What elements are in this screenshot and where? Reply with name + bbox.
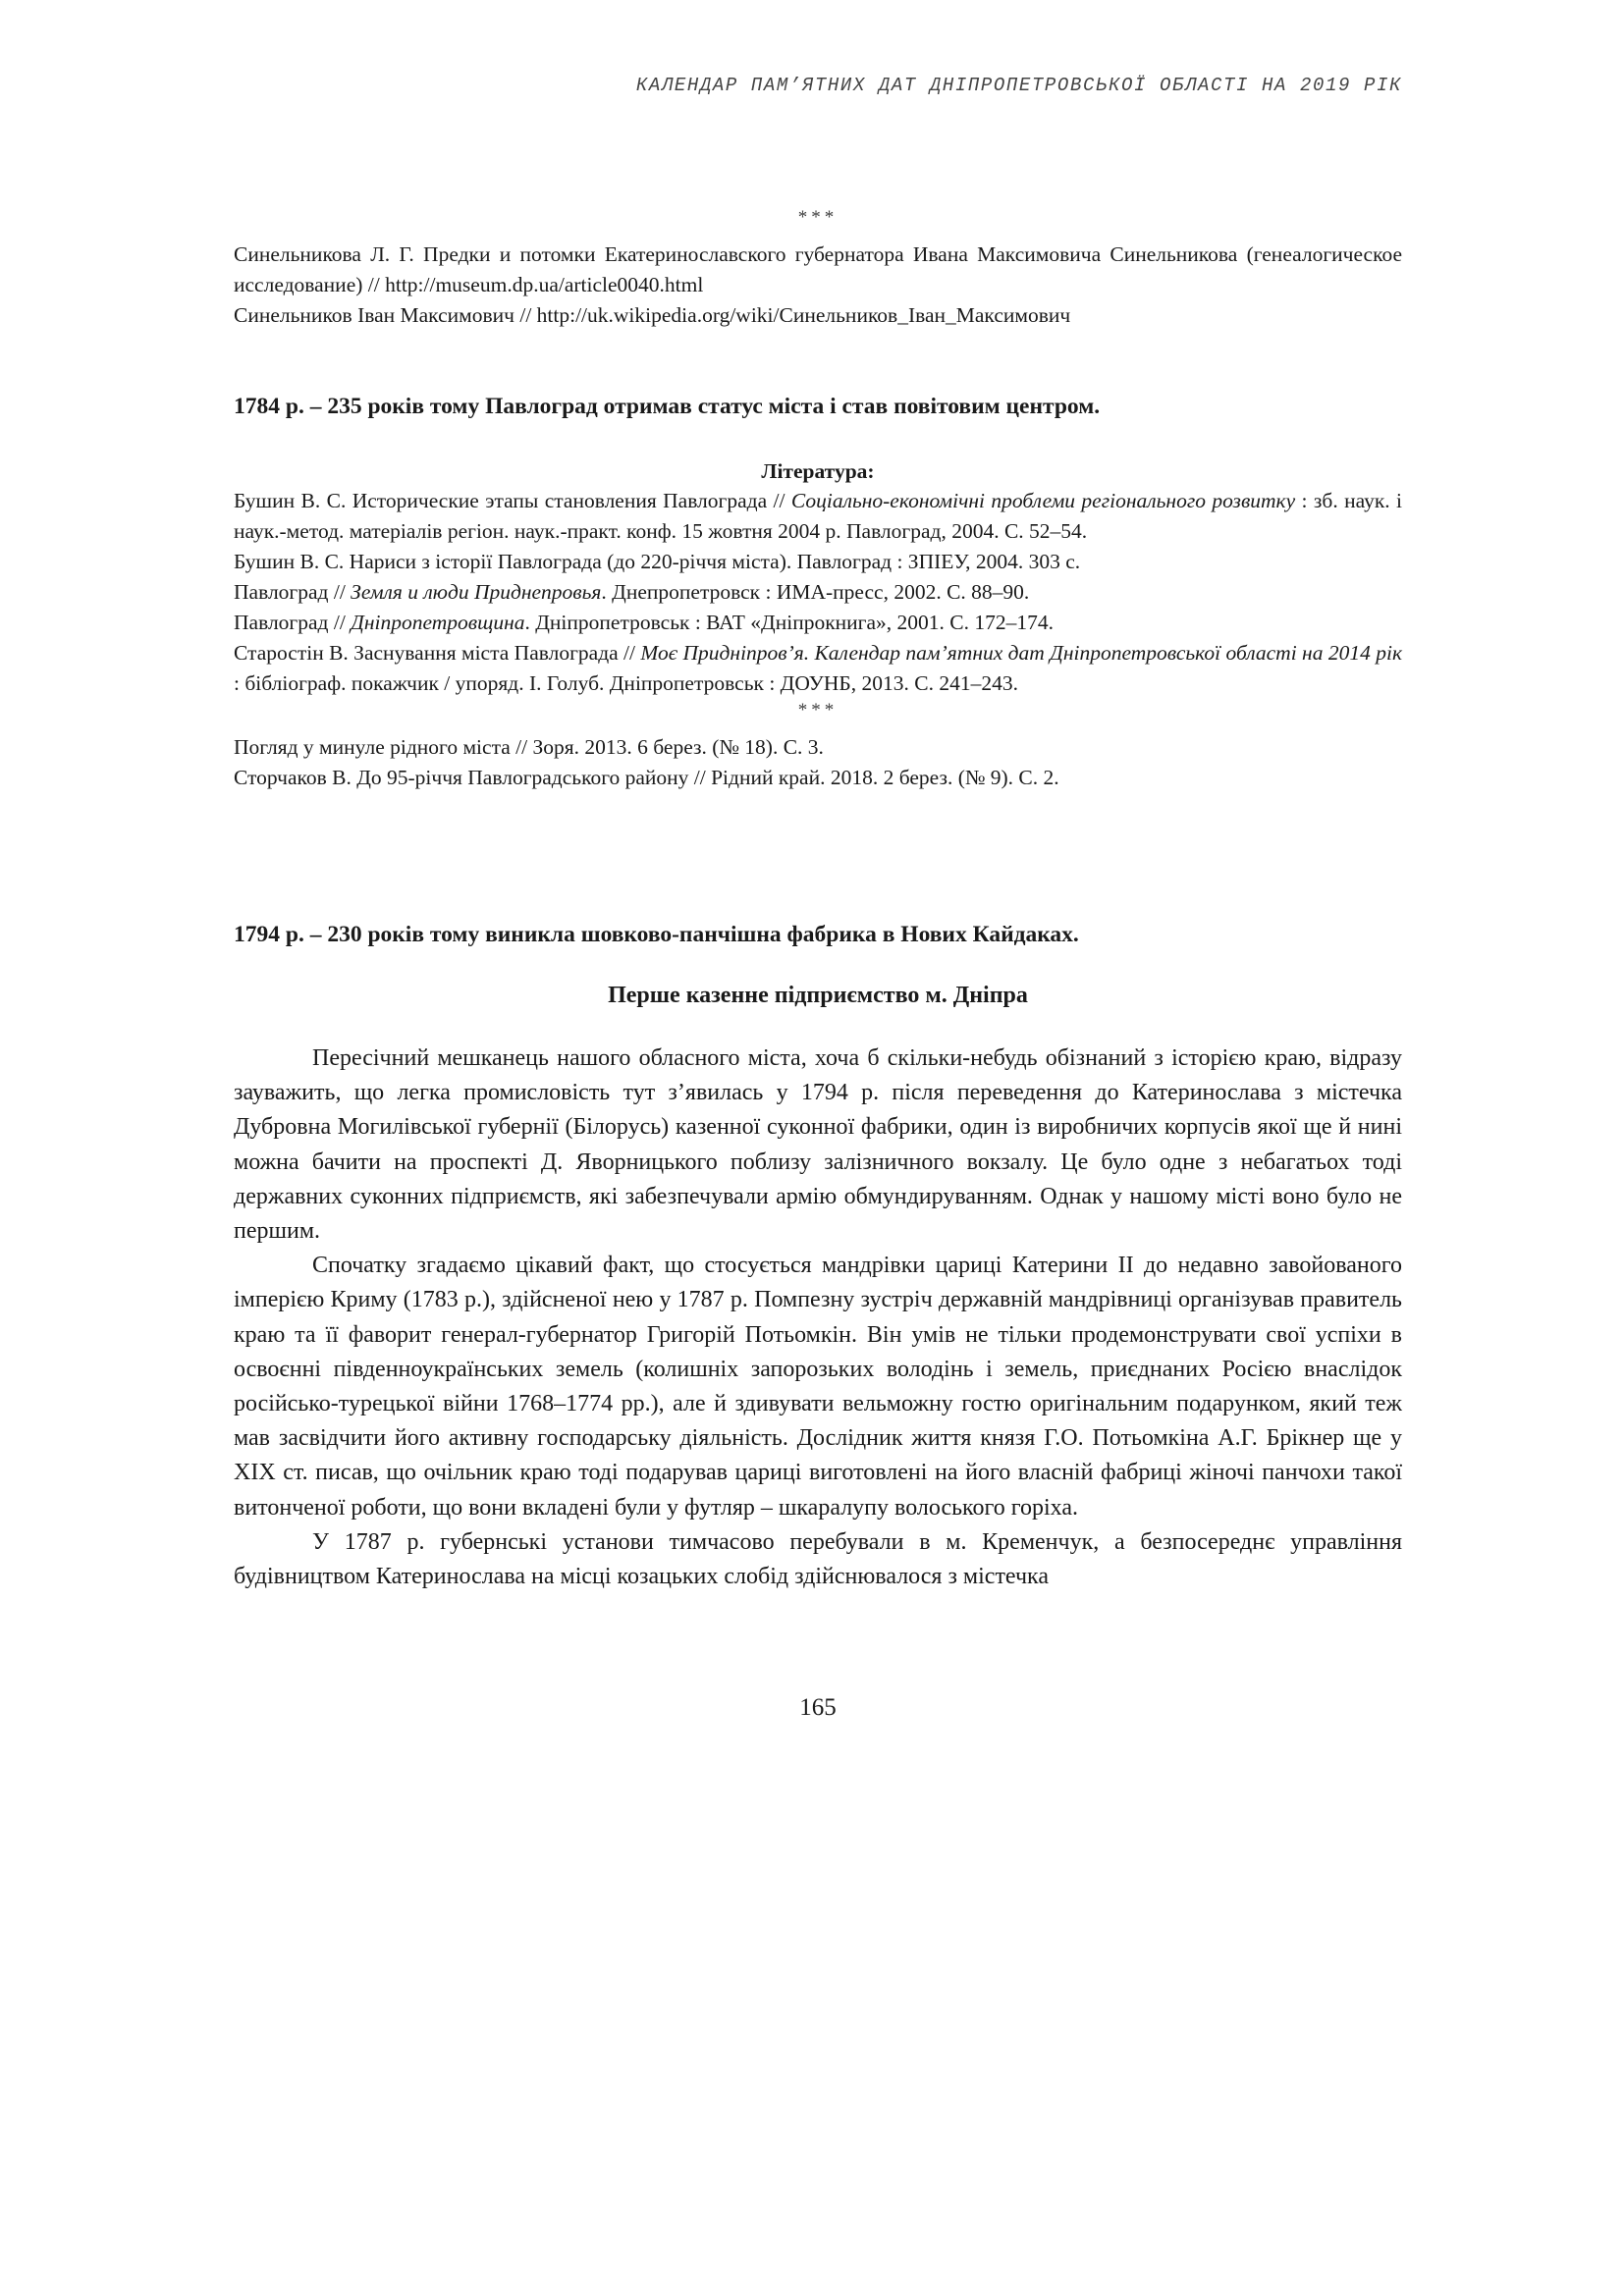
reference-item: Синельников Іван Максимович // http://uk.wikipedia.org/wiki/Синельников_Іван_Максимович — [234, 303, 1071, 327]
literature-title: Література: — [761, 459, 875, 483]
section-1794 — [234, 918, 1402, 1594]
running-header: КАЛЕНДАР ПАМ’ЯТНИХ ДАТ ДНІПРОПЕТРОВСЬКОЇ ОБЛАСТІ НА 2019 РІК — [635, 75, 1402, 96]
separator-stars: *** — [797, 207, 839, 228]
reference-item: Старостін В. Заснування міста Павлограда // Моє Придніпров’я. Календар пам’ятних дат Дніпропетровської області на 2014 рік : бібліограф. покажчик / упоряд. І. Голуб. Дніпропетровськ : ДОУНБ, 2013. С. 241–243. — [234, 641, 1402, 695]
page-number: 165 — [799, 1694, 837, 1721]
reference-item: Павлоград // Земля и люди Приднепровья. Днепропетровск : ИМА-пресс, 2002. С. 88–90. — [234, 580, 1030, 604]
separator-stars: *** — [797, 700, 839, 721]
reference-item: Синельникова Л. Г. Предки и потомки Екатеринославского губернатора Ивана Максимовича Синельникова (генеалогическое исследование) // http://museum.dp.ua/article0040.html — [234, 242, 1402, 296]
article-paragraph: Спочатку згадаємо цікавий факт, що стосується мандрівки цариці Катерини II до недавно завойованого імперією Криму (1783 р.), здійсненої нею у 1787 р. Помпезну зустріч державній мандрівниці організував правитель краю та її фаворит генерал-губернатор Григорій Потьомкін. Він умів не тільки продемонструвати свої успіхи в освоєнні південноукраїнських земель (колишніх запорозьких володінь і земель, приєднаних Росією внаслідок російсько-турецької війни 1768–1774 рр.), але й здивувати вельможну гостю оригінальним подарунком, який теж мав засвідчити його активну господарську діяльність. Дослідник життя князя Г.О. Потьомкіна А.Г. Брікнер ще у XIX ст. писав, що очільник краю тоді подарував цариці виготовлені на його власній фабриці жіночі панчохи такої витонченої роботи, що вони вкладені були у футляр – шкаралупу волоського горіха. — [234, 1253, 1402, 1521]
section-1784 — [234, 390, 1402, 793]
top-references — [234, 208, 1402, 331]
reference-item: Сторчаков В. До 95-річчя Павлоградського району // Рідний край. 2018. 2 берез. (№ 9). С. 2. — [234, 766, 1059, 789]
reference-item: Бушин В. С. Исторические этапы становления Павлограда // Соціально-економічні проблеми регіонального розвитку : зб. наук. і наук.-метод. матеріалів регіон. наук.-практ. конф. 15 жовтня 2004 р. Павлоград, 2004. С. 52–54. — [234, 489, 1402, 543]
reference-item: Павлоград // Дніпропетровщина. Дніпропетровськ : ВАТ «Дніпрокнига», 2001. С. 172–174. — [234, 611, 1054, 634]
reference-item: Погляд у минуле рідного міста // Зоря. 2013. 6 берез. (№ 18). С. 3. — [234, 735, 824, 759]
article-subheading: Перше казенне підприємство м. Дніпра — [608, 983, 1028, 1008]
section-heading: 1784 р. – 235 років тому Павлоград отримав статус міста і став повітовим центром. — [234, 394, 1101, 419]
section-heading: 1794 р. – 230 років тому виникла шовково-панчішна фабрика в Нових Кайдаках. — [234, 922, 1079, 947]
article-paragraph: У 1787 р. губернські установи тимчасово перебували в м. Кременчук, а безпосереднє управління будівництвом Катеринослава на місці козацьких слобід здійснювалося з містечка — [234, 1528, 1402, 1590]
article-paragraph: Пересічний мешканець нашого обласного міста, хоча б скільки-небудь обізнаний з історією краю, відразу зауважить, що легка промисловість тут з’явилась у 1794 р. після переведення до Катеринослава з містечка Дубровна Могилівської губернії (Білорусь) казенної суконної фабрики, один із виробничих корпусів якої ще й нині можна бачити на проспекті Д. Яворницького поблизу залізничного вокзалу. Це було одне з небагатьох тоді державних суконних підприємств, які забезпечували армію обмундируванням. Однак у нашому місті воно було не першим. — [234, 1045, 1402, 1245]
reference-item: Бушин В. С. Нариси з історії Павлограда (до 220-річчя міста). Павлоград : ЗПІЕУ, 2004. 303 с. — [234, 550, 1081, 573]
